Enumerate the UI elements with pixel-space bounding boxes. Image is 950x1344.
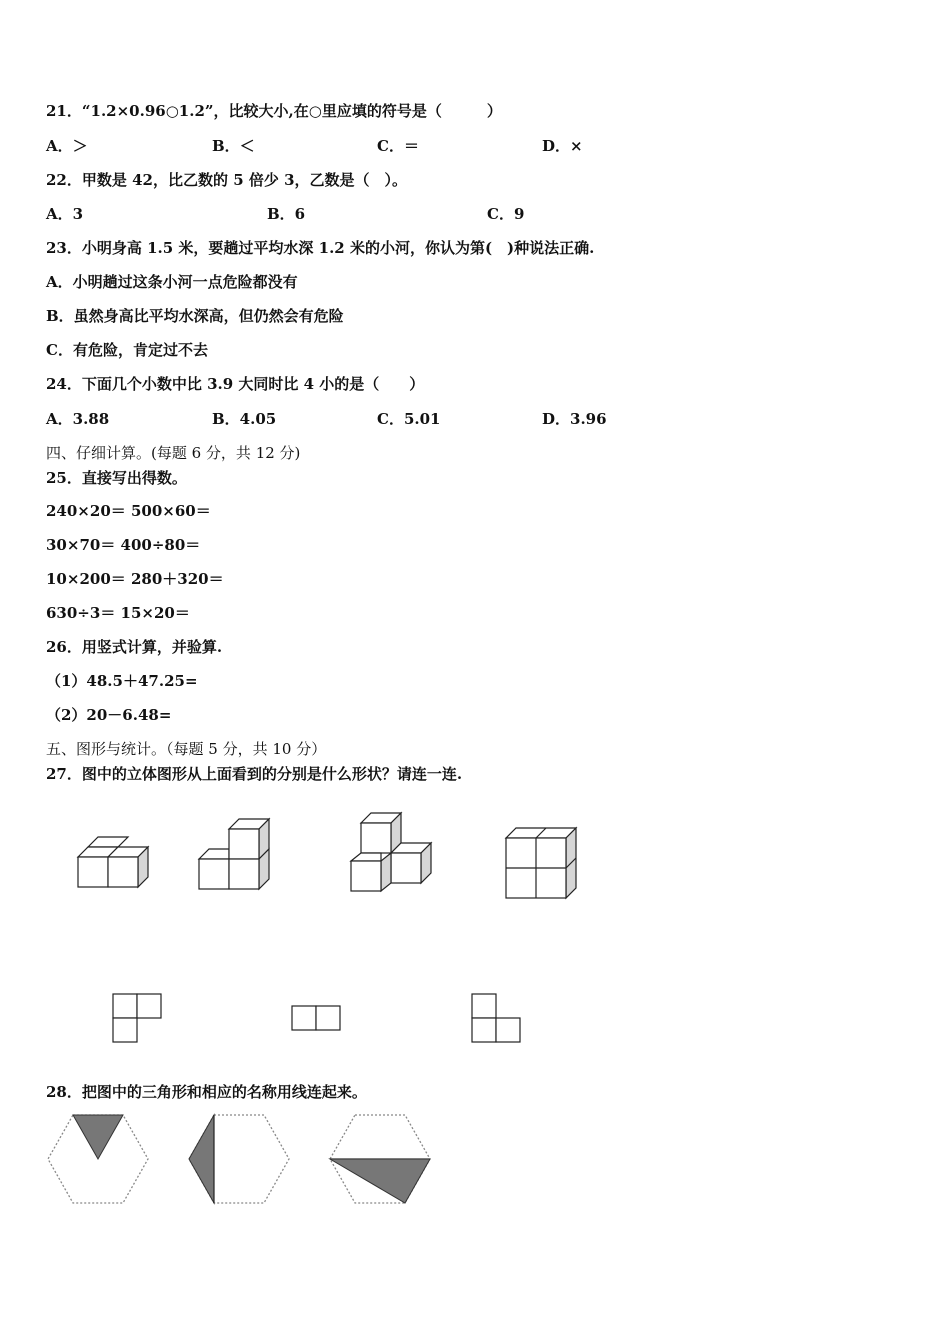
q24-option-c[interactable]: C．5.01: [377, 410, 441, 428]
q25-row-2: 30×70＝ 400÷80＝: [46, 536, 201, 554]
q22-option-a[interactable]: A．3: [46, 205, 84, 223]
q24-option-a[interactable]: A．3.88: [46, 410, 110, 428]
q26-stem: 26．用竖式计算，并验算.: [46, 638, 223, 656]
hexagon-figure-1: [48, 1115, 148, 1203]
q24-option-b[interactable]: B．4.05: [212, 410, 277, 428]
hexagon-figure-3: [330, 1115, 430, 1203]
section-4-heading: 四、仔细计算。(每题 6 分，共 12 分): [46, 444, 301, 462]
q25-stem: 25．直接写出得数。: [46, 469, 187, 487]
q21-option-c[interactable]: C．＝: [377, 137, 419, 155]
q22-stem: 22．甲数是 42，比乙数的 5 倍少 3，乙数是（ ）。: [46, 171, 408, 189]
q22-option-c[interactable]: C．9: [487, 205, 525, 223]
q21-option-d[interactable]: D．×: [542, 137, 583, 155]
q26-item-2: （2）20－6.48=: [46, 706, 172, 724]
q21-option-a[interactable]: A．＞: [46, 137, 88, 155]
section-5-heading: 五、图形与统计。（每题 5 分，共 10 分）: [46, 740, 327, 758]
q21-stem: 21．“1.2×0.96○1.2”，比较大小,在○里应填的符号是（ ）: [46, 102, 502, 120]
q28-stem: 28．把图中的三角形和相应的名称用线连起来。: [46, 1083, 367, 1101]
shaded-triangle-1: [73, 1115, 123, 1159]
q23-option-b[interactable]: B．虽然身高比平均水深高，但仍然会有危险: [46, 307, 344, 325]
q27-stem: 27．图中的立体图形从上面看到的分别是什么形状？请连一连.: [46, 765, 463, 783]
shaded-triangle-3: [330, 1159, 430, 1203]
q22-option-b[interactable]: B．6: [267, 205, 306, 223]
q23-stem: 23．小明身高 1.5 米，要趟过平均水深 1.2 米的小河，你认为第( )种说法正确.: [46, 239, 595, 257]
q23-option-c[interactable]: C．有危险，肯定过不去: [46, 341, 208, 359]
shaded-triangle-2: [189, 1115, 214, 1203]
q24-stem: 24．下面几个小数中比 3.9 大同时比 4 小的是（ ）: [46, 375, 425, 393]
q25-row-3: 10×200＝ 280＋320＝: [46, 570, 224, 588]
hexagon-figure-2: [189, 1115, 289, 1203]
q26-item-1: （1）48.5＋47.25=: [46, 672, 198, 690]
q21-option-b[interactable]: B．＜: [212, 137, 255, 155]
q25-row-4: 630÷3＝ 15×20＝: [46, 604, 190, 622]
q24-option-d[interactable]: D．3.96: [542, 410, 607, 428]
q23-option-a[interactable]: A．小明趟过这条小河一点危险都没有: [46, 273, 298, 291]
q25-row-1: 240×20＝ 500×60＝: [46, 502, 211, 520]
